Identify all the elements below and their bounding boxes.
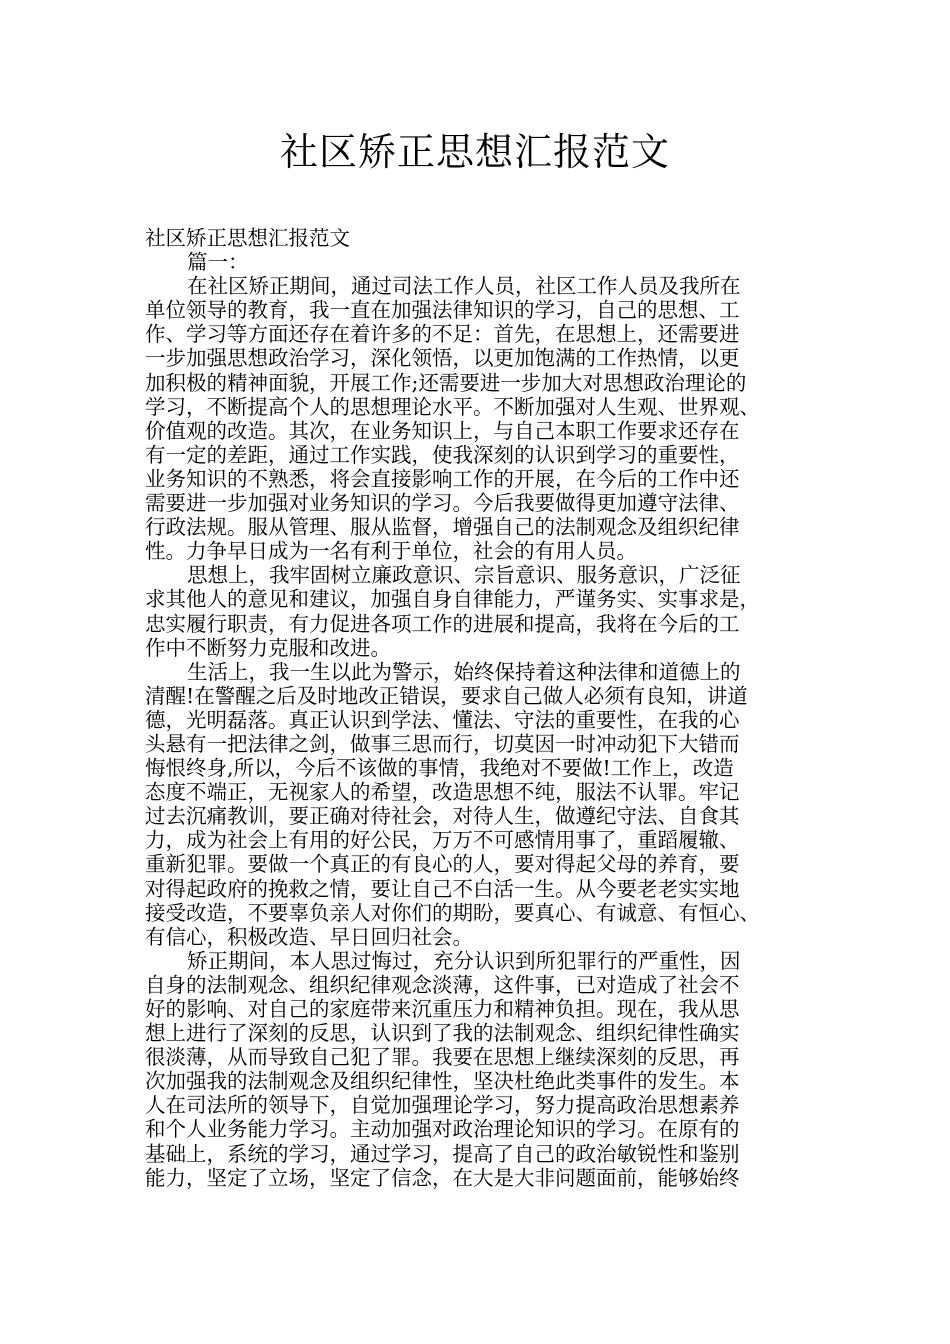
- paragraph-4-line: 基础上，系统的学习，通过学习，提高了自己的政治敏锐性和鉴别: [145, 1141, 740, 1166]
- paragraph-3-line: 重新犯罪。要做一个真正的有良心的人，要对得起父母的养育，要: [145, 852, 740, 877]
- paragraph-1-line: 单位领导的教育，我一直在加强法律知识的学习，自己的思想、工: [145, 298, 740, 323]
- paragraph-3-line: 清醒!在警醒之后及时地改正错误，要求自己做人必须有良知，讲道: [145, 683, 748, 708]
- paragraph-1-line: 需要进一步加强对业务知识的学习。今后我要做得更加遵守法律、: [145, 491, 740, 516]
- paragraph-3-line: 态度不端正，无视家人的希望，改造思想不纯，服法不认罪。牢记: [145, 780, 740, 805]
- paragraph-3-line: 过去沉痛教训，要正确对待社会，对待人生，做遵纪守法、自食其: [145, 804, 740, 829]
- paragraph-1-line: 行政法规。服从管理、服从监督，增强自己的法制观念及组织纪律: [145, 515, 740, 540]
- paragraph-2-line: 思想上，我牢固树立廉政意识、宗旨意识、服务意识，广泛征: [187, 563, 741, 588]
- paragraph-4-line: 矫正期间，本人思过悔过，充分认识到所犯罪行的严重性，因: [187, 948, 741, 973]
- paragraph-3-line: 有信心，积极改造、早日回归社会。: [145, 924, 473, 949]
- paragraph-1-line: 价值观的改造。其次，在业务知识上，与自己本职工作要求还存在: [145, 418, 740, 443]
- paragraph-1-line: 加积极的精神面貌，开展工作;还需要进一步加大对思想政治理论的: [145, 370, 747, 395]
- subtitle-line: 社区矫正思想汇报范文: [145, 226, 350, 250]
- paragraph-2-line: 忠实履行职责，有力促进各项工作的进展和提高，我将在今后的工: [145, 611, 740, 636]
- paragraph-4-line: 自身的法制观念、组织纪律观念淡薄，这件事，已对造成了社会不: [145, 972, 740, 997]
- paragraph-3-line: 头悬有一把法律之剑，做事三思而行，切莫因一时冲动犯下大错而: [145, 731, 740, 756]
- document-body: [145, 226, 813, 1190]
- paragraph-4-line: 好的影响、对自己的家庭带来沉重压力和精神负担。现在，我从思: [145, 997, 740, 1021]
- paragraph-4-line: 和个人业务能力学习。主动加强对政治理论知识的学习。在原有的: [145, 1117, 740, 1142]
- paragraph-4-line: 能力，坚定了立场，坚定了信念，在大是大非问题面前，能够始终: [145, 1165, 740, 1190]
- paragraph-3-line: 悔恨终身,所以，今后不该做的事情，我绝对不要做!工作上，改造: [145, 756, 734, 781]
- paragraph-3-line: 生活上，我一生以此为警示，始终保持着这种法律和道德上的: [187, 659, 741, 684]
- paragraph-4-line: 很淡薄，从而导致自己犯了罪。我要在思想上继续深刻的反思，再: [145, 1045, 740, 1070]
- paragraph-2-line: 作中不断努力克服和改进。: [145, 635, 391, 660]
- paragraph-2-line: 求其他人的意见和建议，加强自身自律能力，严谨务实、实事求是，: [145, 587, 760, 612]
- page-title: 社区矫正思想汇报范文: [279, 130, 670, 174]
- paragraph-1-line: 有一定的差距，通过工作实践，使我深刻的认识到学习的重要性，: [145, 442, 740, 467]
- paragraph-1-line: 一步加强思想政治学习，深化领悟，以更加饱满的工作热情，以更: [145, 346, 740, 371]
- paragraph-1-line: 学习，不断提高个人的思想理论水平。不断加强对人生观、世界观、: [145, 394, 760, 419]
- paragraph-1-line: 性。力争早日成为一名有利于单位，社会的有用人员。: [145, 539, 637, 564]
- paragraph-1-line: 在社区矫正期间，通过司法工作人员，社区工作人员及我所在: [187, 274, 741, 299]
- paragraph-4-line: 次加强我的法制观念及组织纪律性，坚决杜绝此类事件的发生。本: [145, 1069, 740, 1094]
- paragraph-1-line: 业务知识的不熟悉，将会直接影响工作的开展，在今后的工作中还: [145, 466, 740, 491]
- paragraph-3-line: 接受改造，不要辜负亲人对你们的期盼，要真心、有诚意、有恒心、: [145, 900, 760, 925]
- paragraph-1-line: 作、学习等方面还存在着许多的不足：首先，在思想上，还需要进: [145, 322, 740, 347]
- paragraph-4-line: 人在司法所的领导下，自觉加强理论学习，努力提高政治思想素养: [145, 1093, 740, 1118]
- paragraph-4-line: 想上进行了深刻的反思，认识到了我的法制观念、组织纪律性确实: [145, 1021, 740, 1046]
- section-label: 篇一：: [187, 250, 249, 275]
- paragraph-3-line: 对得起政府的挽救之情，要让自己不白活一生。从今要老老实实地: [145, 876, 740, 901]
- paragraph-3-line: 力，成为社会上有用的好公民，万万不可感情用事了，重蹈履辙、: [145, 828, 740, 853]
- paragraph-3-line: 德，光明磊落。真正认识到学法、懂法、守法的重要性，在我的心: [145, 707, 740, 732]
